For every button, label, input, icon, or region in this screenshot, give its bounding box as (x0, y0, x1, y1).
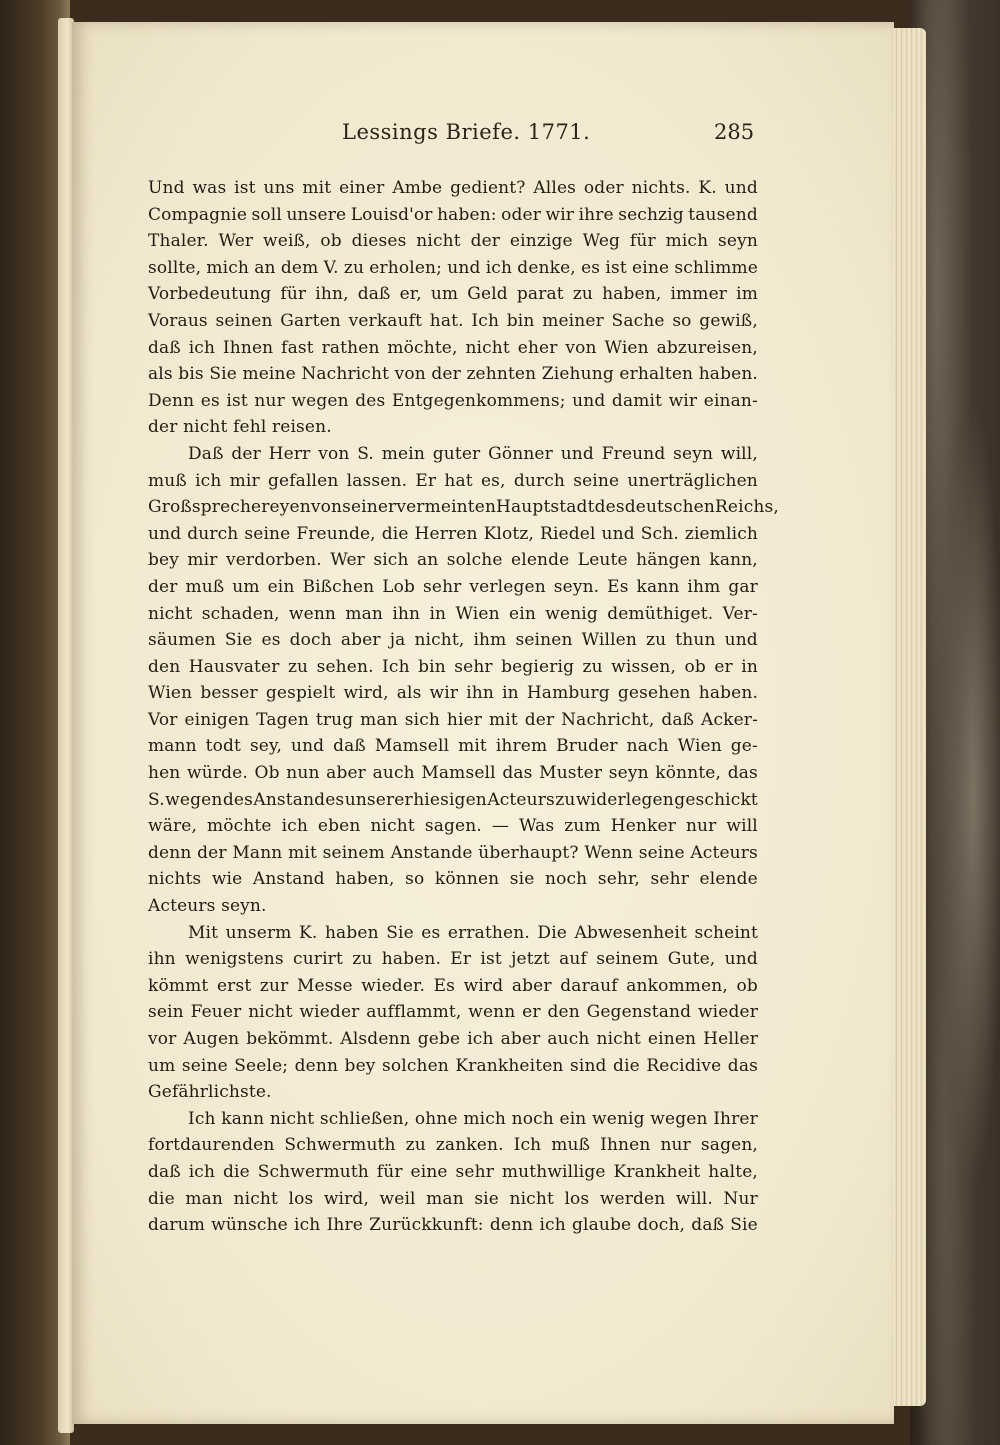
text-line: den Hausvater zu sehen. Ich bin sehr begierig zu wissen, ob er in (148, 656, 758, 677)
text-line: Großsprechereyen von seiner vermeinten Hauptstadt des deutschen Reichs, (148, 497, 779, 518)
text-line: mann todt sey, und daß Mamsell mit ihrem Bruder nach Wien ge- (148, 736, 758, 757)
text-line: Gefährlichste. (148, 1082, 272, 1103)
text-line: denn der Mann mit seinem Anstande überhaupt? Wenn seine Acteurs (148, 842, 758, 863)
text-line: der muß um ein Bißchen Lob sehr verlegen seyn. Es kann ihm gar (148, 576, 758, 597)
text-line: Thaler. Wer weiß, ob dieses nicht der einzige Weg für mich seyn (148, 231, 758, 252)
text-line: darum wünsche ich Ihre Zurückkunft: denn ich glaube doch, daß Sie (148, 1215, 758, 1236)
text-line: sollte, mich an dem V. zu erholen; und ich denke, es ist eine schlimme (148, 257, 758, 278)
text-line: Voraus seinen Garten verkauft hat. Ich bin meiner Sache so gewiß, (148, 310, 758, 331)
text-line: wäre, möchte ich eben nicht sagen. — Was zum Henker nur will (148, 816, 758, 837)
page-header (72, 112, 894, 152)
text-line: daß ich die Schwermuth für eine sehr muthwillige Krankheit halte, (148, 1161, 758, 1182)
text-line: säumen Sie es doch aber ja nicht, ihm seinen Willen zu thun und (148, 630, 758, 651)
text-line: hen würde. Ob nun aber auch Mamsell das Muster seyn könnte, das (148, 763, 758, 784)
text-line: kömmt erst zur Messe wieder. Es wird aber darauf ankommen, ob (148, 975, 758, 996)
text-line: Acteurs seyn. (148, 896, 267, 917)
text-line: Mit unserm K. haben Sie es errathen. Die Abwesenheit scheint (188, 922, 758, 943)
text-line: Vor einigen Tagen trug man sich hier mit der Nachricht, daß Acker- (148, 709, 758, 730)
text-line: muß ich mir gefallen lassen. Er hat es, durch seine unerträglichen (148, 470, 758, 491)
text-line: ihn wenigstens curirt zu haben. Er ist jetzt auf seinem Gute, und (148, 949, 758, 970)
text-line: Denn es ist nur wegen des Entgegenkommens; und damit wir einan- (148, 390, 758, 411)
running-title: Lessings Briefe. 1771. (342, 120, 591, 144)
text-line: Compagnie soll unsere Louisd'or haben: oder wir ihre sechzig tausend (148, 204, 758, 225)
page-number: 285 (714, 120, 755, 144)
text-line: Vorbedeutung für ihn, daß er, um Geld parat zu haben, immer im (148, 284, 758, 305)
text-line: Und was ist uns mit einer Ambe gedient? Alles oder nichts. K. und (148, 178, 758, 198)
text-line: daß ich Ihnen fast rathen möchte, nicht eher von Wien abzureisen, (148, 337, 758, 358)
text-line: fortdaurenden Schwermuth zu zanken. Ich muß Ihnen nur sagen, (148, 1135, 758, 1156)
text-line: nicht schaden, wenn man ihn in Wien ein wenig demüthiget. Ver- (148, 603, 758, 624)
text-line: nichts wie Anstand haben, so können sie noch sehr, sehr elende (148, 869, 758, 890)
text-line: der nicht fehl reisen. (148, 417, 332, 438)
body-text (148, 175, 779, 1239)
text-line: sein Feuer nicht wieder aufflammt, wenn er den Gegenstand wieder (148, 1002, 758, 1023)
text-line: Wien besser gespielt wird, als wir ihn in Hamburg gesehen haben. (148, 683, 758, 704)
text-line: S. wegen des Anstandes unserer hiesigen Acteurs zu widerlegen geschickt (148, 789, 758, 810)
text-line: bey mir verdorben. Wer sich an solche elende Leute hängen kann, (148, 550, 758, 571)
text-line: und durch seine Freunde, die Herren Klotz, Riedel und Sch. ziemlich (148, 523, 758, 544)
text-line: um seine Seele; denn bey solchen Krankheiten sind die Recidive das (148, 1055, 758, 1076)
text-line: die man nicht los wird, weil man sie nicht los werden will. Nur (148, 1188, 758, 1209)
text-line: als bis Sie meine Nachricht von der zehnten Ziehung erhalten haben. (148, 364, 758, 385)
text-line: vor Augen bekömmt. Alsdenn gebe ich aber auch nicht einen Heller (148, 1029, 758, 1049)
text-line: Daß der Herr von S. mein guter Gönner und Freund seyn will, (188, 443, 758, 464)
text-line: Ich kann nicht schließen, ohne mich noch ein wenig wegen Ihrer (188, 1108, 758, 1129)
